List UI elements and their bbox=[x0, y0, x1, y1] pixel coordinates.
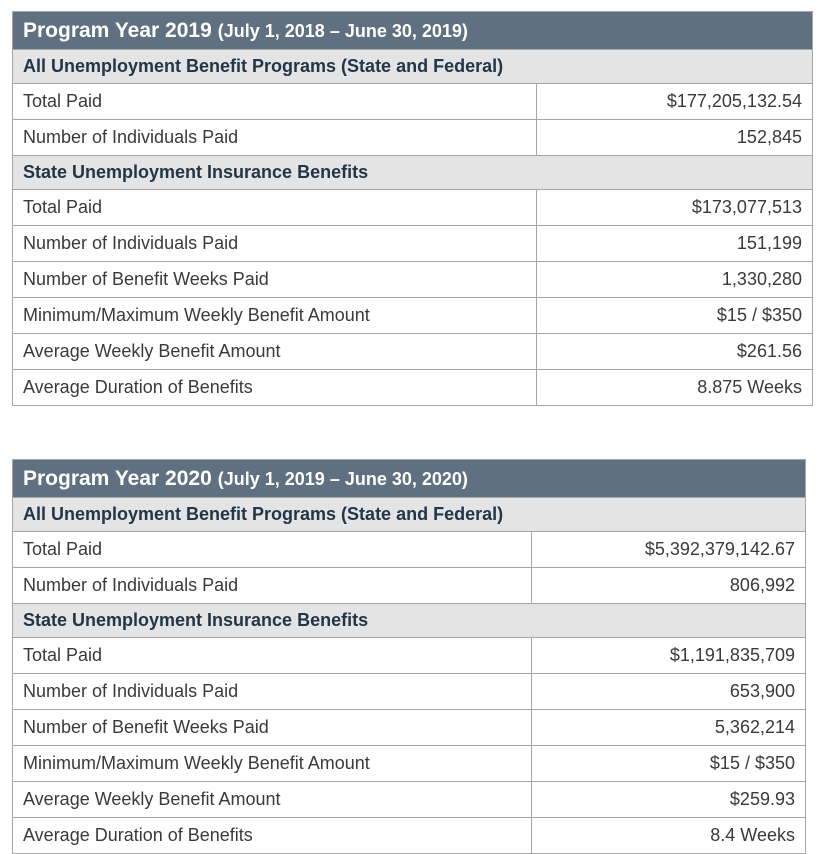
table-row bbox=[13, 674, 806, 710]
table-row bbox=[13, 84, 813, 120]
table-row bbox=[13, 638, 806, 674]
row-value: 1,330,280 bbox=[537, 262, 813, 298]
table-header bbox=[13, 12, 813, 50]
row-value: $15 / $350 bbox=[537, 298, 813, 334]
row-label: Average Weekly Benefit Amount bbox=[13, 334, 537, 370]
program-year-title: Program Year 2020 bbox=[23, 466, 212, 490]
table-row bbox=[13, 226, 813, 262]
table-header bbox=[13, 460, 806, 498]
table-row bbox=[13, 818, 806, 854]
table-row bbox=[13, 120, 813, 156]
table-row bbox=[13, 568, 806, 604]
program-year-title: Program Year 2019 bbox=[23, 18, 212, 42]
table-row bbox=[13, 782, 806, 818]
row-label: Total Paid bbox=[13, 532, 532, 568]
program-year-date-range: (July 1, 2018 – June 30, 2019) bbox=[217, 20, 468, 41]
row-value: $261.56 bbox=[537, 334, 813, 370]
row-label: Total Paid bbox=[13, 638, 532, 674]
row-value: $15 / $350 bbox=[532, 746, 806, 782]
section-heading-all-programs: All Unemployment Benefit Programs (State and Federal) bbox=[13, 498, 806, 532]
section-heading-all-programs: All Unemployment Benefit Programs (State and Federal) bbox=[13, 50, 813, 84]
program-year-2020-table bbox=[12, 459, 806, 854]
row-value: $1,191,835,709 bbox=[532, 638, 806, 674]
row-value: 151,199 bbox=[537, 226, 813, 262]
table-row bbox=[13, 370, 813, 406]
row-label: Total Paid bbox=[13, 190, 537, 226]
table-row bbox=[13, 532, 806, 568]
row-value: $5,392,379,142.67 bbox=[532, 532, 806, 568]
table-row bbox=[13, 710, 806, 746]
row-value: $259.93 bbox=[532, 782, 806, 818]
row-label: Number of Benefit Weeks Paid bbox=[13, 710, 532, 746]
section-heading-state-ui: State Unemployment Insurance Benefits bbox=[13, 604, 806, 638]
row-value: 5,362,214 bbox=[532, 710, 806, 746]
row-label: Average Duration of Benefits bbox=[13, 818, 532, 854]
row-label: Average Duration of Benefits bbox=[13, 370, 537, 406]
row-label: Number of Benefit Weeks Paid bbox=[13, 262, 537, 298]
row-label: Minimum/Maximum Weekly Benefit Amount bbox=[13, 746, 532, 782]
row-label: Number of Individuals Paid bbox=[13, 674, 532, 710]
row-label: Average Weekly Benefit Amount bbox=[13, 782, 532, 818]
row-label: Number of Individuals Paid bbox=[13, 226, 537, 262]
row-label: Number of Individuals Paid bbox=[13, 120, 537, 156]
table-row bbox=[13, 334, 813, 370]
row-value: $177,205,132.54 bbox=[537, 84, 813, 120]
row-value: 806,992 bbox=[532, 568, 806, 604]
table-row bbox=[13, 746, 806, 782]
row-value: 152,845 bbox=[537, 120, 813, 156]
table-row bbox=[13, 190, 813, 226]
row-label: Minimum/Maximum Weekly Benefit Amount bbox=[13, 298, 537, 334]
table-row bbox=[13, 298, 813, 334]
table-row bbox=[13, 262, 813, 298]
row-value: 8.875 Weeks bbox=[537, 370, 813, 406]
row-value: $173,077,513 bbox=[537, 190, 813, 226]
section-heading-state-ui: State Unemployment Insurance Benefits bbox=[13, 156, 813, 190]
program-year-2019-table bbox=[12, 11, 813, 406]
row-value: 653,900 bbox=[532, 674, 806, 710]
row-label: Number of Individuals Paid bbox=[13, 568, 532, 604]
row-value: 8.4 Weeks bbox=[532, 818, 806, 854]
row-label: Total Paid bbox=[13, 84, 537, 120]
program-year-date-range: (July 1, 2019 – June 30, 2020) bbox=[217, 468, 468, 489]
